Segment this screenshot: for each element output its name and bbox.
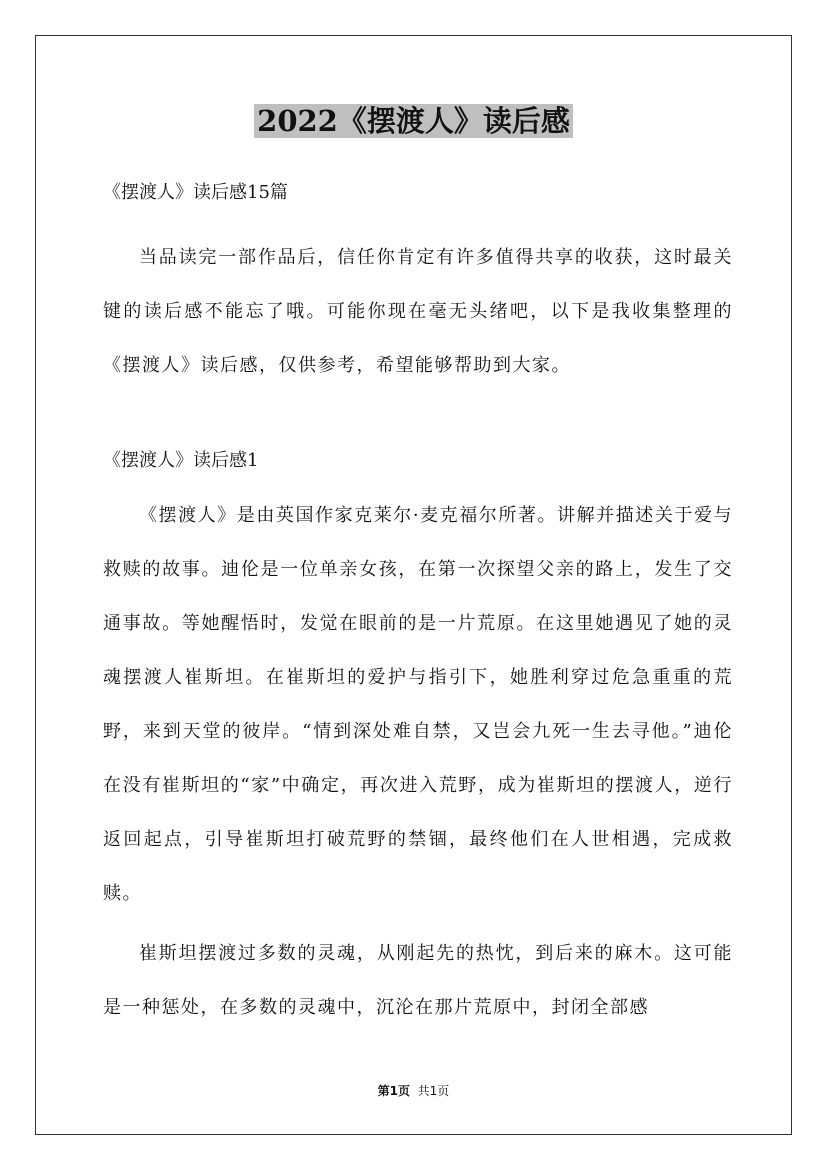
document-title-text: 2022《摆渡人》读后感 [254, 104, 573, 138]
section-heading: 《摆渡人》读后感1 [103, 450, 259, 471]
document-title [0, 100, 827, 142]
document-subtitle: 《摆渡人》读后感15篇 [103, 182, 288, 203]
document-body [103, 175, 733, 1035]
intro-paragraph: 当品读完一部作品后，信任你肯定有许多值得共享的收获，这时最关键的读后感不能忘了哦。可能你现在毫无头绪吧，以下是我收集整理的《摆渡人》读后感，仅供参考，希望能够帮助到大家。 [103, 247, 733, 376]
page-total: 共1页 [417, 1084, 450, 1098]
page-number: 第1页 [377, 1084, 411, 1098]
body-paragraph: 《摆渡人》是由英国作家克莱尔·麦克福尔所著。讲解并描述关于爱与救赎的故事。迪伦是一位单亲女孩，在第一次探望父亲的路上，发生了交通事故。等她醒悟时，发觉在眼前的是一片荒原。在这里她遇见了她的灵魂摆渡人崔斯坦。在崔斯坦的爱护与指引下，她胜利穿过危急重重的荒野，来到天堂的彼岸。“情到深处难自禁，又岂会九死一生去寻他。”迪伦在没有崔斯坦的“家”中确定，再次进入荒野，成为崔斯坦的摆渡人，逆行返回起点，引导崔斯坦打破荒野的禁锢，最终他们在人世相遇，完成救赎。 [103, 505, 733, 904]
page-footer [0, 1083, 827, 1099]
body-paragraph: 崔斯坦摆渡过多数的灵魂，从刚起先的热忱，到后来的麻木。这可能是一种惩处，在多数的灵魂中，沉沦在那片荒原中，封闭全部感 [103, 943, 733, 1018]
